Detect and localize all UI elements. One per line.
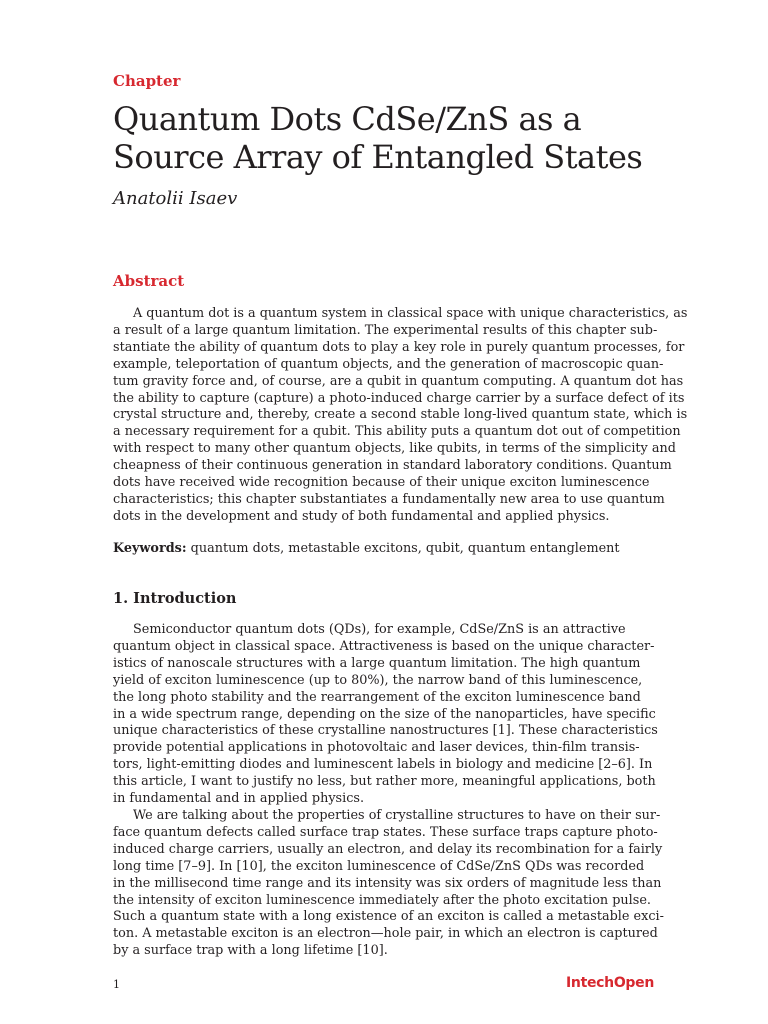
intro-line: Such a quantum state with a long existence of an exciton is called a metastable exci- bbox=[113, 909, 664, 925]
abstract-line: a necessary requirement for a qubit. This ability puts a quantum dot out of competition bbox=[113, 424, 681, 440]
introduction-body bbox=[113, 622, 664, 960]
abstract-line: a result of a large quantum limitation. The experimental results of this chapter sub- bbox=[113, 322, 658, 338]
abstract-line: with respect to many other quantum objects, like qubits, in terms of the simplicity and bbox=[113, 441, 676, 457]
abstract-paragraph bbox=[113, 306, 688, 526]
intro-line: quantum object in classical space. Attractiveness is based on the unique character- bbox=[113, 638, 655, 654]
introduction-heading: 1. Introduction bbox=[113, 590, 237, 607]
author-name: Anatolii Isaev bbox=[113, 188, 238, 209]
abstract-heading: Abstract bbox=[113, 272, 185, 290]
abstract-line: cheapness of their continuous generation in standard laboratory conditions. Quantum bbox=[113, 458, 672, 474]
abstract-line: stantiate the ability of quantum dots to play a key role in purely quantum processes, for bbox=[113, 339, 685, 355]
intro-line: unique characteristics of these crystalline nanostructures [1]. These characteristics bbox=[113, 723, 658, 739]
abstract-line: characteristics; this chapter substantiates a fundamentally new area to use quantum bbox=[113, 491, 665, 507]
intro-line: provide potential applications in photovoltaic and laser devices, thin-film transis- bbox=[113, 740, 640, 756]
intro-line: the long photo stability and the rearrangement of the exciton luminescence band bbox=[113, 689, 641, 705]
abstract-line: dots have received wide recognition because of their unique exciton luminescence bbox=[113, 475, 650, 491]
intro-line: face quantum defects called surface trap states. These surface traps capture photo- bbox=[113, 824, 658, 840]
intro-line: ton. A metastable exciton is an electron—hole pair, in which an electron is captured bbox=[113, 926, 658, 942]
intro-line: by a surface trap with a long lifetime [10]. bbox=[113, 943, 388, 959]
abstract-line: crystal structure and, thereby, create a second stable long-lived quantum state, which is bbox=[113, 407, 688, 423]
page-number: 1 bbox=[113, 978, 120, 991]
intro-line: in the millisecond time range and its intensity was six orders of magnitude less than bbox=[113, 875, 662, 891]
intro-line: this article, I want to justify no less, but rather more, meaningful applications, both bbox=[113, 774, 656, 790]
intro-line: istics of nanoscale structures with a large quantum limitation. The high quantum bbox=[113, 655, 641, 671]
abstract-line: A quantum dot is a quantum system in classical space with unique characteristics, as bbox=[133, 306, 688, 321]
keywords-label: Keywords: bbox=[113, 541, 187, 556]
page-title: Quantum Dots CdSe/ZnS as a Source Array of Entangled States bbox=[113, 100, 643, 176]
intro-line: induced charge carriers, usually an electron, and delay its recombination for a fairly bbox=[113, 841, 663, 857]
abstract-line: the ability to capture (capture) a photo-induced charge carrier by a surface defect of its bbox=[113, 390, 685, 406]
intro-line: in fundamental and in applied physics. bbox=[113, 791, 365, 807]
intro-line: tors, light-emitting diodes and luminescent labels in biology and medicine [2–6]. In bbox=[113, 757, 653, 773]
keywords-list: quantum dots, metastable excitons, qubit, quantum entanglement bbox=[190, 541, 620, 556]
abstract-line: tum gravity force and, of course, are a qubit in quantum computing. A quantum dot has bbox=[113, 373, 684, 389]
intro-line: We are talking about the properties of crystalline structures to have on their sur- bbox=[133, 807, 661, 823]
abstract-line: example, teleportation of quantum objects, and the generation of macroscopic quan- bbox=[113, 356, 664, 372]
intro-line: yield of exciton luminescence (up to 80%), the narrow band of this luminescence, bbox=[113, 672, 643, 688]
abstract-line: dots in the development and study of both fundamental and applied physics. bbox=[113, 508, 610, 524]
intro-line: long time [7–9]. In [10], the exciton luminescence of CdSe/ZnS QDs was recorded bbox=[113, 858, 645, 874]
keywords bbox=[113, 540, 620, 557]
chapter-label: Chapter bbox=[113, 72, 181, 90]
publisher-logo: IntechOpen bbox=[566, 975, 655, 991]
intro-line: in a wide spectrum range, depending on the size of the nanoparticles, have specific bbox=[113, 706, 656, 722]
intro-line: Semiconductor quantum dots (QDs), for example, CdSe/ZnS is an attractive bbox=[133, 622, 626, 637]
intro-line: the intensity of exciton luminescence immediately after the photo excitation pulse. bbox=[113, 892, 651, 908]
